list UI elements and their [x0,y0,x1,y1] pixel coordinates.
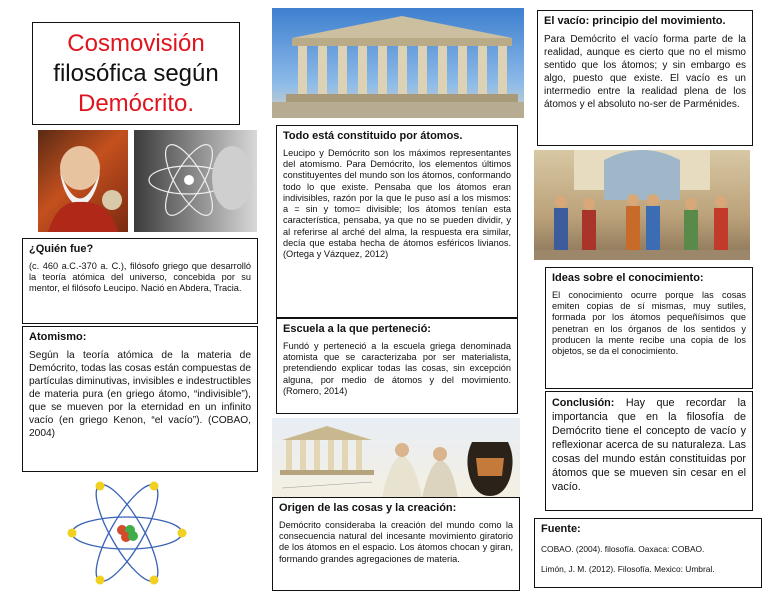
constituido-body: Leucipo y Demócrito son los máximos representantes del atomismo. Para Demócrito, los elementos últimos constituyentes del mundo son los átomos, conformando todo lo que existe. Pensaba que los átomos eran indivisibles, razón por la que le puso así a los mismos: a = sin y tomo= divisible; los átomos tenían esta característica, pensaba, ya que no se pueden dividir, y al referirse al arché del alma, la respuesta era similar, decía que estaba hecha de átomos esféricos livianos. (Ortega y Vázquez, 2012) [283,148,511,259]
portrait-drawing [38,130,128,232]
atom-face-image [134,130,257,232]
vacio-box [537,10,753,146]
school-of-athens-image [534,150,750,260]
conclusion-body: Hay que recordar la importancia que en la filosofía de Demócrito tiene el concepto de vacío y reflexionar acerca de su naturaleza. Las cosas del mundo están constituidas por átomos que se mueven sin cesar en el vacío. [552,397,747,494]
constituido-heading: Todo está constituido por átomos. [283,130,463,142]
greek-collage-image [272,418,520,498]
greek-collage-drawing [272,418,520,498]
conclusion-heading: Conclusión: [552,397,615,409]
fuente-ref-2: Limón, J. M. (2012). Filosofía. Mexico: Umbral. [541,564,715,575]
escuela-body: Fundó y perteneció a la escuela griega denominada atomista que se caracterizaba por ser materialista, pretendiendo explicar todas las cosas, sin excepción alguna, por medio de átomos y del movimiento. (Romero, 2014) [283,341,511,396]
fuente-heading: Fuente: [541,523,581,535]
atomismo-heading: Atomismo: [29,331,87,343]
title-line-3: Demócrito. [77,90,195,117]
origen-heading: Origen de las cosas y la creación: [279,502,457,514]
parthenon-drawing [272,8,524,118]
escuela-box [276,318,518,414]
vacio-body: Para Demócrito el vacío forma parte de la realidad, aunque es cierto que no el mismo sentido que los átomos; y sin embargo es algo, puesto que existe. El vacío es un intermedio entre la realidad plena de los átomos y el absoluto no-ser de Parménides. [544,34,746,110]
conclusion-paragraph [552,396,746,494]
vacio-heading: El vacío: principio del movimiento. [544,15,726,27]
title-line-1: Cosmovisión [67,30,205,57]
title-line-2: filosófica según [53,60,219,87]
conclusion-box [545,391,753,511]
atom-model-image [62,478,192,588]
quien-fue-box [22,238,258,324]
ideas-body: El conocimiento ocurre porque las cosas emiten copias de sí mismas, muy sutiles, formada por los átomos pequeñísimos que penetran en los órganos de los sentidos y producen la mente recibe una copia de los objetos, se da el conocimiento. [552,290,746,357]
atom-face-drawing [134,130,257,232]
ideas-heading: Ideas sobre el conocimiento: [552,272,704,284]
origen-box [272,497,520,591]
title-box [32,22,240,125]
quien-fue-heading: ¿Quién fue? [29,243,94,255]
fuente-ref-1: COBAO. (2004). filosofía. Oaxaca: COBAO. [541,544,705,554]
quien-fue-body: (c. 460 a.C.-370 a. C.), filósofo griego que desarrolló la teoría atómica del universo, concebida por su mentor, el filósofo Leucipo. Nació en Abdera, Tracia. [29,261,251,294]
ideas-box [545,267,753,389]
atomismo-body: Según la teoría atómica de la materia de Demócrito, todas las cosas están compuestas de partículas diminutivas, invisibles e indestructibles de materia pura (en griego átomo, “indivisible”), que se mueven por la eternidad en un infinito vacío (en griego Kenon, “el vacío”). (COBAO, 2004) [29,350,251,440]
parthenon-image [272,8,524,118]
school-of-athens-drawing [534,150,750,260]
constituido-box [276,125,518,318]
atom-model-drawing [62,478,192,588]
fuente-box [534,518,762,588]
escuela-heading: Escuela a la que perteneció: [283,323,431,335]
atomismo-box [22,326,258,472]
democritus-portrait-image [38,130,128,232]
origen-body: Demócrito consideraba la creación del mundo como la consecuencia natural del incesante movimiento giratorio de los átomos en el espacio. Los átomos chocan y giran, formando grandes agregaciones de materia. [279,520,513,564]
